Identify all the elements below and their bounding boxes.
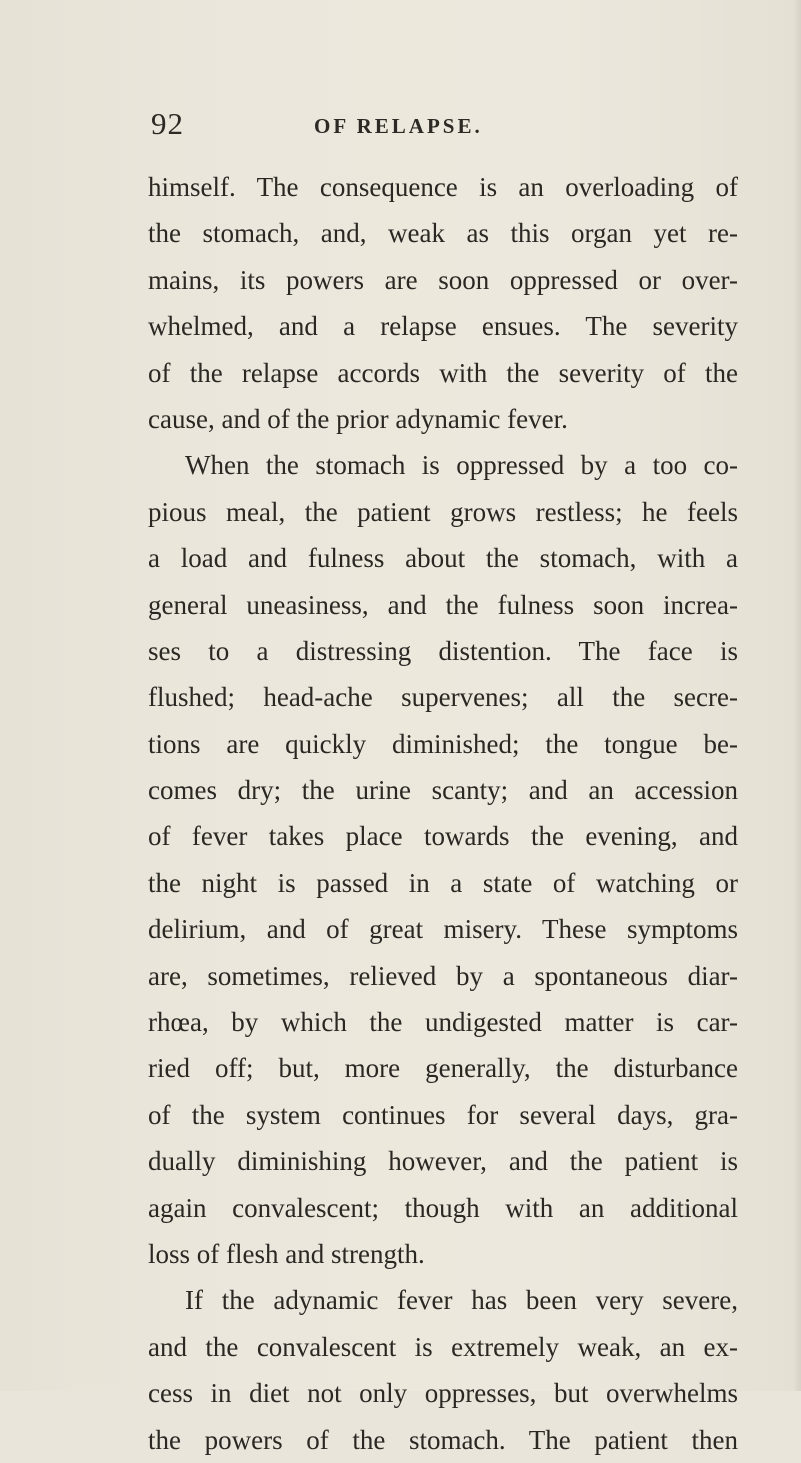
text-line: ses to a distressing distention. The face is xyxy=(148,635,738,666)
page-edge-shadow xyxy=(793,0,801,1391)
text-line: a load and fulness about the stomach, with a xyxy=(148,543,738,574)
text-line: tions are quickly diminished; the tongue be- xyxy=(148,728,738,759)
text-line: again convalescent; though with an additional xyxy=(148,1192,738,1223)
text-line: of fever takes place towards the evening, and xyxy=(148,821,738,852)
running-title: OF RELAPSE. xyxy=(314,114,483,138)
running-head xyxy=(0,106,801,146)
text-line: dually diminishing however, and the patient is xyxy=(148,1146,738,1177)
text-line: and the convalescent is extremely weak, an ex- xyxy=(148,1331,738,1362)
text-line: When the stomach is oppressed by a too co- xyxy=(185,450,738,481)
text-line: comes dry; the urine scanty; and an accession xyxy=(148,775,738,806)
text-line: the stomach, and, weak as this organ yet re- xyxy=(148,218,738,249)
text-line: general uneasiness, and the fulness soon increa- xyxy=(148,589,738,620)
body-text xyxy=(148,164,738,1463)
text-line: rhœa, by which the undigested matter is car- xyxy=(148,1007,738,1038)
text-line: cause, and of the prior adynamic fever. xyxy=(148,403,568,434)
text-line: pious meal, the patient grows restless; he feels xyxy=(148,496,738,527)
text-line: If the adynamic fever has been very severe, xyxy=(185,1285,738,1316)
text-line: whelmed, and a relapse ensues. The severity xyxy=(148,311,738,342)
text-line: himself. The consequence is an overloading of xyxy=(148,172,738,202)
text-line: are, sometimes, relieved by a spontaneous diar- xyxy=(148,960,738,991)
text-line: flushed; head-ache supervenes; all the secre- xyxy=(148,682,738,713)
text-line: loss of flesh and strength. xyxy=(148,1238,425,1269)
text-line: of the relapse accords with the severity of the xyxy=(148,357,738,388)
text-line: mains, its powers are soon oppressed or over- xyxy=(148,264,738,295)
text-line: ried off; but, more generally, the disturbance xyxy=(148,1053,738,1084)
text-line: the powers of the stomach. The patient then xyxy=(148,1424,738,1455)
page-number: 92 xyxy=(151,106,184,141)
text-line: of the system continues for several days, gra- xyxy=(148,1099,738,1130)
text-line: delirium, and of great misery. These symptoms xyxy=(148,914,738,945)
text-line: the night is passed in a state of watching or xyxy=(148,867,738,898)
text-line: cess in diet not only oppresses, but overwhelms xyxy=(148,1378,738,1409)
